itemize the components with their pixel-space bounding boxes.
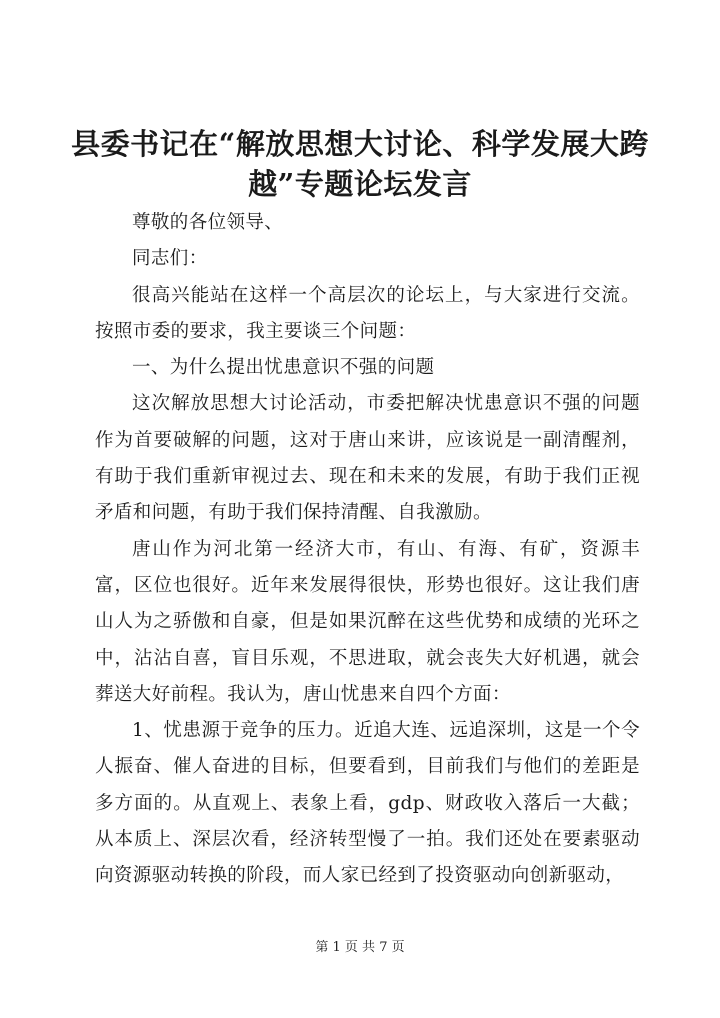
paragraph-body: 唐山作为河北第一经济大市，有山、有海、有矿，资源丰富，区位也很好。近年来发展得很快，形势也很好。这让我们唐山人为之骄傲和自豪，但是如果沉醉在这些优势和成绩的光环之中，沾沾自喜，盲目乐观，不思进取，就会丧失大好机遇，就会葬送大好前程。我认为，唐山忧患来自四个方面：: [95, 538, 640, 705]
page-footer: 第 1 页 共 7 页: [315, 940, 405, 955]
paragraph-salutation-1: 尊敬的各位领导、: [132, 212, 284, 233]
paragraph-intro: 很高兴能站在这样一个高层次的论坛上，与大家进行交流。按照市委的要求，我主要谈三个问题：: [95, 284, 640, 342]
paragraph-body: 1、忧患源于竞争的压力。近追大连、远追深圳，这是一个令人振奋、催人奋进的目标，但要看到，目前我们与他们的差距是多方面的。从直观上、表象上看，gdp、财政收入落后一大截；从本质上、深层次看，经济转型慢了一拍。我们还处在要素驱动向资源驱动转换的阶段，而人家已经到了投资驱动向创新驱动，: [95, 720, 640, 887]
document-title: 县委书记在“解放思想大讨论、科学发展大跨越”专题论坛发言: [71, 127, 649, 201]
document-body: [95, 205, 640, 895]
paragraph-body: 这次解放思想大讨论活动，市委把解决忧患意识不强的问题作为首要破解的问题，这对于唐山来讲，应该说是一副清醒剂，有助于我们重新审视过去、现在和未来的发展，有助于我们正视矛盾和问题，有助于我们保持清醒、自我激励。: [95, 393, 640, 524]
paragraph-salutation-2: 同志们：: [132, 248, 208, 270]
section-heading-1: 一、为什么提出忧患意识不强的问题: [132, 357, 435, 379]
